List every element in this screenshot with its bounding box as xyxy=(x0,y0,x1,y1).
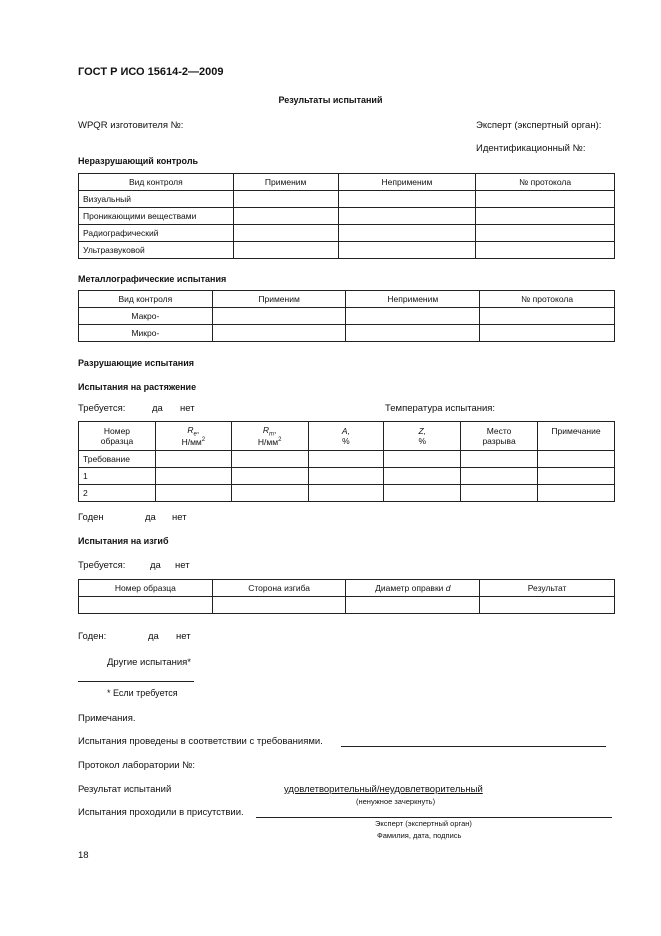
ndt-header-cell: Вид контроля xyxy=(79,174,234,191)
bend-table xyxy=(78,579,615,614)
cell[interactable] xyxy=(476,225,615,242)
conducted-label: Испытания проведены в соответствии с требованиями. xyxy=(78,736,323,747)
table-row xyxy=(79,225,615,242)
tensile-header-z xyxy=(384,422,461,451)
table-row xyxy=(79,325,615,342)
tensile-header-note: Примечание xyxy=(538,422,615,451)
table-row xyxy=(79,308,615,325)
presence-line[interactable] xyxy=(256,817,612,818)
cell[interactable] xyxy=(212,308,346,325)
tensile-fit-no: нет xyxy=(172,512,187,523)
notes-label: Примечания. xyxy=(78,713,136,724)
cell[interactable] xyxy=(461,485,538,502)
ndt-header-cell: Применим xyxy=(233,174,338,191)
cell[interactable] xyxy=(338,242,476,259)
metallo-header-row xyxy=(79,291,615,308)
presence-label: Испытания проходили в присутствии. xyxy=(78,807,244,818)
tensile-fit: Годен xyxy=(78,512,104,523)
table-row xyxy=(79,191,615,208)
bend-fit-yes: да xyxy=(148,631,159,642)
ndt-header-row xyxy=(79,174,615,191)
metallo-table xyxy=(78,290,615,342)
tensile-header-a xyxy=(308,422,384,451)
cell[interactable] xyxy=(233,208,338,225)
tensile-row-label: Требование xyxy=(79,451,156,468)
bend-header-cell: Сторона изгиба xyxy=(212,580,346,597)
cell[interactable] xyxy=(338,208,476,225)
ndt-heading: Неразрушающий контроль xyxy=(78,156,199,166)
cell[interactable] xyxy=(308,468,384,485)
bend-heading: Испытания на изгиб xyxy=(78,536,169,546)
cell[interactable] xyxy=(212,597,346,614)
cell[interactable] xyxy=(155,485,231,502)
re-unit: Н/мм xyxy=(181,437,202,448)
cell[interactable] xyxy=(231,451,308,468)
cell[interactable] xyxy=(461,451,538,468)
table-row xyxy=(79,485,615,502)
bend-header-row xyxy=(79,580,615,597)
rm-sub: m xyxy=(269,431,275,438)
footnote: * Если требуется xyxy=(107,688,178,698)
tensile-required: Требуется: xyxy=(78,403,126,414)
cell[interactable] xyxy=(346,308,480,325)
bend-header-cell xyxy=(346,580,480,597)
tensile-header-row xyxy=(79,422,615,451)
bend-no: нет xyxy=(175,560,190,571)
cell[interactable] xyxy=(155,451,231,468)
cell[interactable] xyxy=(231,485,308,502)
ndt-header-cell: № протокола xyxy=(476,174,615,191)
a-unit: % xyxy=(342,436,350,446)
footnote-rule xyxy=(78,681,194,682)
cell[interactable] xyxy=(155,468,231,485)
re-symbol: R xyxy=(187,424,194,435)
destructive-heading: Разрушающие испытания xyxy=(78,358,194,368)
ident-label: Идентификационный №: xyxy=(476,143,586,154)
rm-unit: Н/мм xyxy=(257,437,279,448)
cell[interactable] xyxy=(338,225,476,242)
other-tests-label: Другие испытания* xyxy=(107,657,192,668)
cell[interactable] xyxy=(476,191,615,208)
ndt-row-label: Визуальный xyxy=(79,191,234,208)
table-row xyxy=(79,597,615,614)
cell[interactable] xyxy=(480,325,615,342)
table-row xyxy=(79,451,615,468)
cell[interactable] xyxy=(480,597,615,614)
ndt-row-label: Ультразвуковой xyxy=(79,242,234,259)
metallo-heading: Металлографические испытания xyxy=(78,274,227,284)
re-sup: 2 xyxy=(201,437,206,444)
cell[interactable] xyxy=(212,325,346,342)
cell[interactable] xyxy=(233,242,338,259)
ndt-row-label: Радиографический xyxy=(79,225,234,242)
cell[interactable] xyxy=(476,208,615,225)
tensile-header-location xyxy=(461,422,538,451)
tensile-yes: да xyxy=(152,403,163,414)
tensile-header-re: $R_e$, $Н/мм^2$ xyxy=(155,422,231,451)
tensile-fit-yes: да xyxy=(145,512,156,523)
expert-label: Эксперт (экспертный орган): xyxy=(476,120,602,131)
cell[interactable] xyxy=(338,191,476,208)
z-unit: % xyxy=(418,436,427,446)
cell[interactable] xyxy=(538,468,615,485)
cell[interactable] xyxy=(79,597,213,614)
cell[interactable] xyxy=(384,485,461,502)
conducted-line[interactable] xyxy=(341,746,606,747)
tensile-row-label: 2 xyxy=(79,485,156,502)
metallo-header-cell: № протокола xyxy=(480,291,615,308)
metallo-header-cell: Вид контроля xyxy=(79,291,213,308)
tensile-temperature: Температура испытания: xyxy=(385,403,496,414)
cell[interactable] xyxy=(346,325,480,342)
bend-fit: Годен: xyxy=(78,631,107,642)
cell[interactable] xyxy=(384,451,461,468)
bend-header-cell: Результат xyxy=(480,580,615,597)
result-hint: (ненужное зачеркнуть) xyxy=(356,797,436,806)
tensile-row-label: 1 xyxy=(79,468,156,485)
re-sub: e xyxy=(193,431,197,438)
table-row xyxy=(79,208,615,225)
tensile-table xyxy=(78,421,615,502)
standard-number: ГОСТ Р ИСО 15614-2—2009 xyxy=(78,66,224,78)
bend-yes: да xyxy=(150,560,161,571)
result-value: удовлетворительный/неудовлетворительный xyxy=(284,784,483,795)
a-symbol: A, xyxy=(341,426,350,436)
cell[interactable] xyxy=(480,308,615,325)
presence-hint-expert: Эксперт (экспертный орган) xyxy=(375,819,472,828)
h-line: образца xyxy=(100,436,134,446)
protocol-label: Протокол лаборатории №: xyxy=(78,760,196,771)
bend-required: Требуется: xyxy=(78,560,126,571)
result-label: Результат испытаний xyxy=(78,784,172,795)
metallo-header-cell: Применим xyxy=(212,291,346,308)
page-title: Результаты испытаний xyxy=(278,95,383,105)
page-number: 18 xyxy=(78,850,89,861)
d-symbol: d xyxy=(445,583,451,593)
rm-symbol: R xyxy=(262,424,270,435)
cell[interactable] xyxy=(384,468,461,485)
bend-fit-no: нет xyxy=(176,631,191,642)
bend-header-cell: Номер образца xyxy=(79,580,213,597)
z-symbol: Z, xyxy=(418,426,427,436)
tensile-no: нет xyxy=(180,403,195,414)
cell[interactable] xyxy=(233,225,338,242)
h-line: разрыва xyxy=(482,436,516,446)
tensile-header-sample xyxy=(79,422,156,451)
h-line: Номер xyxy=(103,426,131,436)
cell[interactable] xyxy=(308,485,384,502)
metallo-row-label: Микро- xyxy=(79,325,213,342)
h-line: Место xyxy=(486,426,512,436)
cell[interactable] xyxy=(476,242,615,259)
cell[interactable] xyxy=(231,468,308,485)
cell[interactable] xyxy=(233,191,338,208)
table-row xyxy=(79,468,615,485)
ndt-header-cell: Неприменим xyxy=(338,174,476,191)
bend-header-text: Диаметр оправки xyxy=(375,583,446,593)
cell[interactable] xyxy=(308,451,384,468)
metallo-row-label: Макро- xyxy=(79,308,213,325)
tensile-header-rm: $R_m$, $Н/мм^2$ xyxy=(231,422,308,451)
presence-hint-signature: Фамилия, дата, подпись xyxy=(377,831,462,840)
wpqr-label: WPQR изготовителя №: xyxy=(78,120,184,131)
ndt-table xyxy=(78,173,615,259)
table-row xyxy=(79,242,615,259)
cell[interactable] xyxy=(461,468,538,485)
metallo-header-cell: Неприменим xyxy=(346,291,480,308)
tensile-heading: Испытания на растяжение xyxy=(78,382,197,392)
rm-sup: 2 xyxy=(278,437,282,444)
cell[interactable] xyxy=(346,597,480,614)
ndt-row-label: Проникающими веществами xyxy=(79,208,234,225)
cell[interactable] xyxy=(538,485,615,502)
cell[interactable] xyxy=(538,451,615,468)
